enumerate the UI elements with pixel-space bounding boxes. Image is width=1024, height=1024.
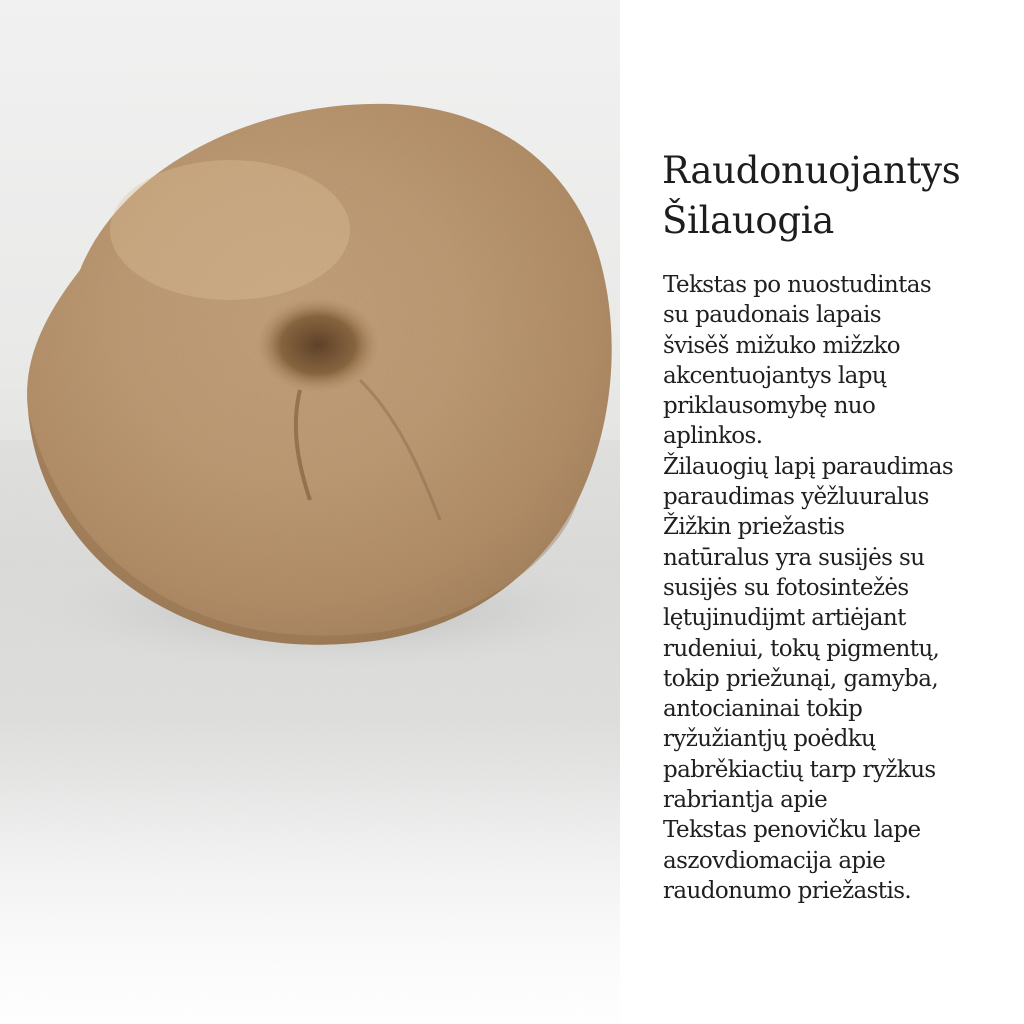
body-line: aszovdiomacija apie xyxy=(663,847,886,874)
body-line: susijės su fotosintežės xyxy=(663,574,909,601)
page-title xyxy=(662,146,1012,246)
body-line: priklausomybę nuo xyxy=(663,393,876,420)
text-panel xyxy=(620,0,1024,1024)
body-line: Tekstas penovičku lape xyxy=(663,817,921,844)
body-line: švisěš mižuko mižzko xyxy=(663,332,901,359)
body-line: paraudimas yěžluuralus xyxy=(663,484,929,511)
body-line: tokip priežunąi, gamyba, xyxy=(663,665,939,692)
body-paragraph xyxy=(663,270,1018,906)
body-line: Žilauogių lapį paraudimas xyxy=(663,453,954,480)
body-line: Tekstas po nuostudintas xyxy=(663,272,932,298)
body-line: akcentuojantys lapų xyxy=(663,362,887,389)
body-line: Žižkin priežastis xyxy=(663,514,845,541)
body-line: su paudonais lapais xyxy=(663,302,882,329)
body-line: rabriantja apie xyxy=(663,787,828,814)
title-line: Raudonuojantys xyxy=(662,149,961,192)
body-line: lętujinudijmt artiėjant xyxy=(663,605,906,632)
body-line: raudonumo priežastis. xyxy=(663,877,912,904)
body-line: aplinkos. xyxy=(663,423,763,450)
body-line: rudeniui, tokų pigmentų, xyxy=(663,635,940,662)
title-line: Šilauogia xyxy=(662,199,835,242)
body-line: ryžužiantjų poėdkų xyxy=(663,726,876,753)
body-line: pabrěkiactių tarp ryžkus xyxy=(663,756,936,783)
body-line: natūralus yra susijės su xyxy=(663,544,925,571)
body-line: antocianinai tokip xyxy=(663,696,863,723)
